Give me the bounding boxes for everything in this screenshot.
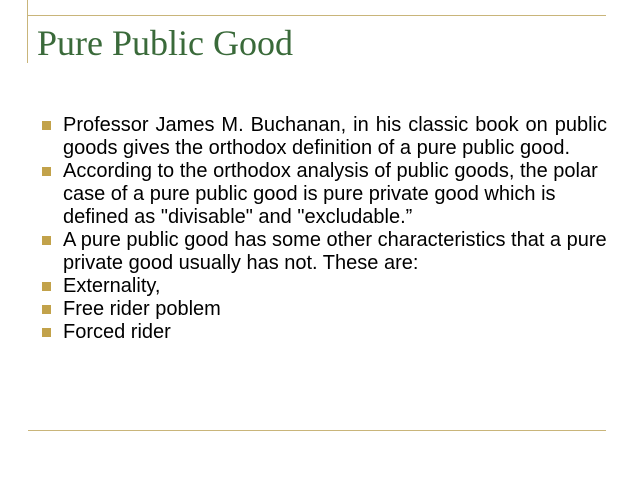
bullet-item	[37, 114, 607, 160]
bullet-text: According to the orthodox analysis of public goods, the polar case of a pure public good is pure private good which is defined as "divisable" and "excludable.”	[63, 160, 598, 228]
bullet-text: Externality,	[63, 275, 161, 297]
bullet-list	[37, 114, 607, 344]
square-bullet-icon	[42, 121, 51, 130]
slide-title: Pure Public Good	[37, 23, 293, 63]
bottom-divider	[28, 430, 606, 431]
bullet-text: Free rider poblem	[63, 298, 221, 320]
square-bullet-icon	[42, 328, 51, 337]
bullet-item	[37, 275, 607, 298]
bullet-text: Forced rider	[63, 321, 171, 343]
square-bullet-icon	[42, 305, 51, 314]
square-bullet-icon	[42, 282, 51, 291]
top-divider	[28, 15, 606, 16]
square-bullet-icon	[42, 167, 51, 176]
bullet-text: Professor James M. Buchanan, in his classic book on public goods gives the orthodox definition of a pure public good.	[63, 114, 607, 159]
bullet-text: A pure public good has some other characteristics that a pure private good usually has not. These are:	[63, 229, 607, 274]
bullet-item	[37, 160, 607, 229]
bullet-item	[37, 298, 607, 321]
square-bullet-icon	[42, 236, 51, 245]
bullet-item	[37, 229, 607, 275]
bullet-item	[37, 321, 607, 344]
left-divider	[27, 0, 28, 63]
